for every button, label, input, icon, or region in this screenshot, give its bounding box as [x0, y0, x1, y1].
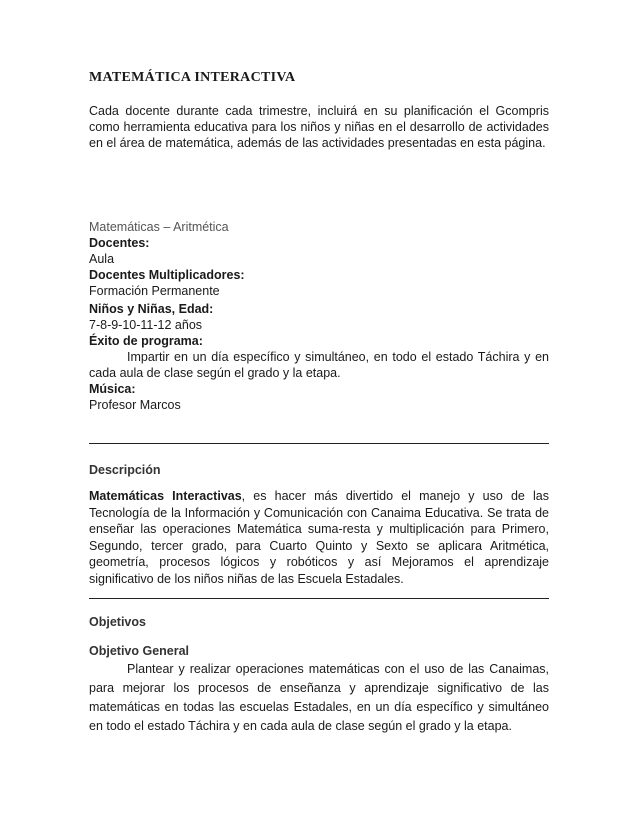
- page-title: MATEMÁTICA INTERACTIVA: [89, 70, 296, 85]
- exito-label: Éxito de programa:: [89, 334, 203, 348]
- info-block-2: [89, 301, 549, 413]
- objetivo-general-label: Objetivo General: [89, 644, 190, 658]
- section-divider-1: [89, 443, 549, 444]
- multiplicadores-label: Docentes Multiplicadores:: [89, 268, 245, 282]
- musica-label: Música:: [89, 382, 136, 396]
- multiplicadores-value: Formación Permanente: [89, 284, 220, 298]
- subject-line: Matemáticas – Aritmética: [89, 220, 229, 234]
- descripcion-paragraph: [89, 488, 549, 587]
- ninos-label: Niños y Niñas, Edad:: [89, 302, 214, 316]
- descripcion-heading: Descripción: [89, 463, 161, 477]
- docentes-value: Aula: [89, 252, 115, 266]
- docentes-label: Docentes:: [89, 236, 150, 250]
- intro-paragraph: Cada docente durante cada trimestre, incluirá en su planificación el Gcompris como herramienta educativa para los niños y niñas en el desarrollo de actividades en el área de matemática, además de las actividades presentadas en esta página.: [89, 104, 549, 150]
- objetivo-general-text: Plantear y realizar operaciones matemáticas con el uso de las Canaimas, para mejorar los procesos de enseñanza y aprendizaje significativo de las matemáticas en todas las escuelas Estadales, en un día específico y simultáneo en todo el estado Táchira y en cada aula de clase según el grado y la etapa.: [89, 662, 549, 733]
- info-block: [89, 219, 549, 299]
- descripcion-lead: Matemáticas Interactivas: [89, 489, 242, 503]
- exito-value: Impartir en un día específico y simultáneo, en todo el estado Táchira y en cada aula de clase según el grado y la etapa.: [89, 350, 549, 380]
- descripcion-body: , es hacer más divertido el manejo y uso de las Tecnología de la Información y Comunicación con Canaima Educativa. Se trata de enseñar las operaciones Matemática suma-resta y multiplicación para Primero, Segundo, tercer grado, para Cuarto Quinto y Sexto se aplicara Aritmética, geometría, procesos lógicos y robóticos y así Mejoramos el aprendizaje significativo de los niños niñas de las Escuela Estadales.: [89, 489, 549, 586]
- ninos-value: 7-8-9-10-11-12 años: [89, 318, 203, 332]
- musica-value: Profesor Marcos: [89, 398, 181, 412]
- section-divider-2: [89, 598, 549, 599]
- objetivos-heading: Objetivos: [89, 615, 146, 629]
